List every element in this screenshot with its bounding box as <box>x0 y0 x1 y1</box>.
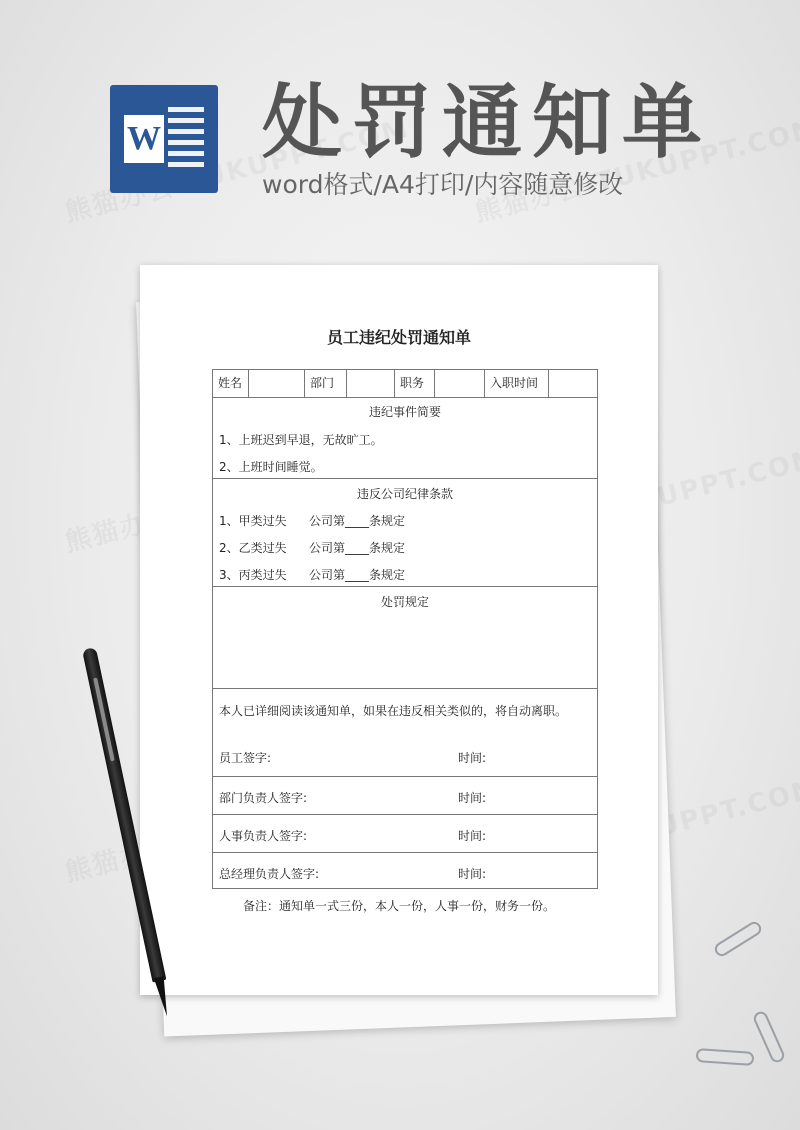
dept-head-signature-row <box>213 777 597 815</box>
violation-summary-heading: 违纪事件简要 <box>368 405 441 419</box>
banner-subtitle: word格式/A4打印/内容随意修改 <box>262 170 624 199</box>
signature-time-label: 时间: <box>458 751 487 765</box>
word-logo-lines <box>168 107 204 171</box>
violation-item: 2、上班时间睡觉。 <box>219 460 323 474</box>
word-logo-letter: W <box>124 115 164 163</box>
word-logo-icon <box>110 85 218 193</box>
dept-label: 部门 <box>305 370 347 397</box>
join-date-label: 入职时间 <box>485 370 549 397</box>
rules-violated-heading: 违反公司纪律条款 <box>356 487 453 501</box>
dept-head-signature-label: 部门负责人签字: <box>219 791 308 805</box>
rule-item-label: 1、甲类过失 <box>219 514 287 528</box>
position-field[interactable] <box>435 370 485 397</box>
rules-violated-section <box>213 479 597 587</box>
penalty-section <box>213 587 597 689</box>
signature-time-label: 时间: <box>458 829 487 843</box>
notice-form-table <box>212 369 598 889</box>
dept-field[interactable] <box>347 370 395 397</box>
footnote: 备注：通知单一式三份，本人一份，人事一份，财务一份。 <box>242 899 555 913</box>
hr-head-signature-label: 人事负责人签字: <box>219 829 308 843</box>
join-date-field[interactable] <box>549 370 597 397</box>
employee-acknowledgement-section <box>213 689 597 777</box>
document-page <box>140 265 658 995</box>
rule-item-label: 2、乙类过失 <box>219 541 287 555</box>
banner-title: 处罚通知单 <box>262 76 712 169</box>
violation-summary-section <box>213 397 597 479</box>
employee-info-row <box>213 370 597 398</box>
name-field[interactable] <box>249 370 305 397</box>
signature-time-label: 时间: <box>458 791 487 805</box>
violation-item: 1、上班迟到早退，无故旷工。 <box>219 433 383 447</box>
rule-item-label: 3、丙类过失 <box>219 568 287 582</box>
name-label: 姓名 <box>213 370 249 397</box>
signature-time-label: 时间: <box>458 867 487 881</box>
employee-signature-label: 员工签字: <box>219 751 272 765</box>
hr-head-signature-row <box>213 815 597 853</box>
document-title: 员工违纪处罚通知单 <box>326 328 471 347</box>
gm-signature-label: 总经理负责人签字: <box>219 867 320 881</box>
gm-signature-row <box>213 853 597 888</box>
position-label: 职务 <box>395 370 435 397</box>
penalty-heading: 处罚规定 <box>380 595 429 609</box>
rule-item-clause: 公司第____条规定 <box>309 514 406 528</box>
rule-item-clause: 公司第____条规定 <box>309 541 406 555</box>
acknowledgement-text: 本人已详细阅读该通知单，如果在违反相关类似的，将自动离职。 <box>219 704 568 718</box>
rule-item-clause: 公司第____条规定 <box>309 568 406 582</box>
